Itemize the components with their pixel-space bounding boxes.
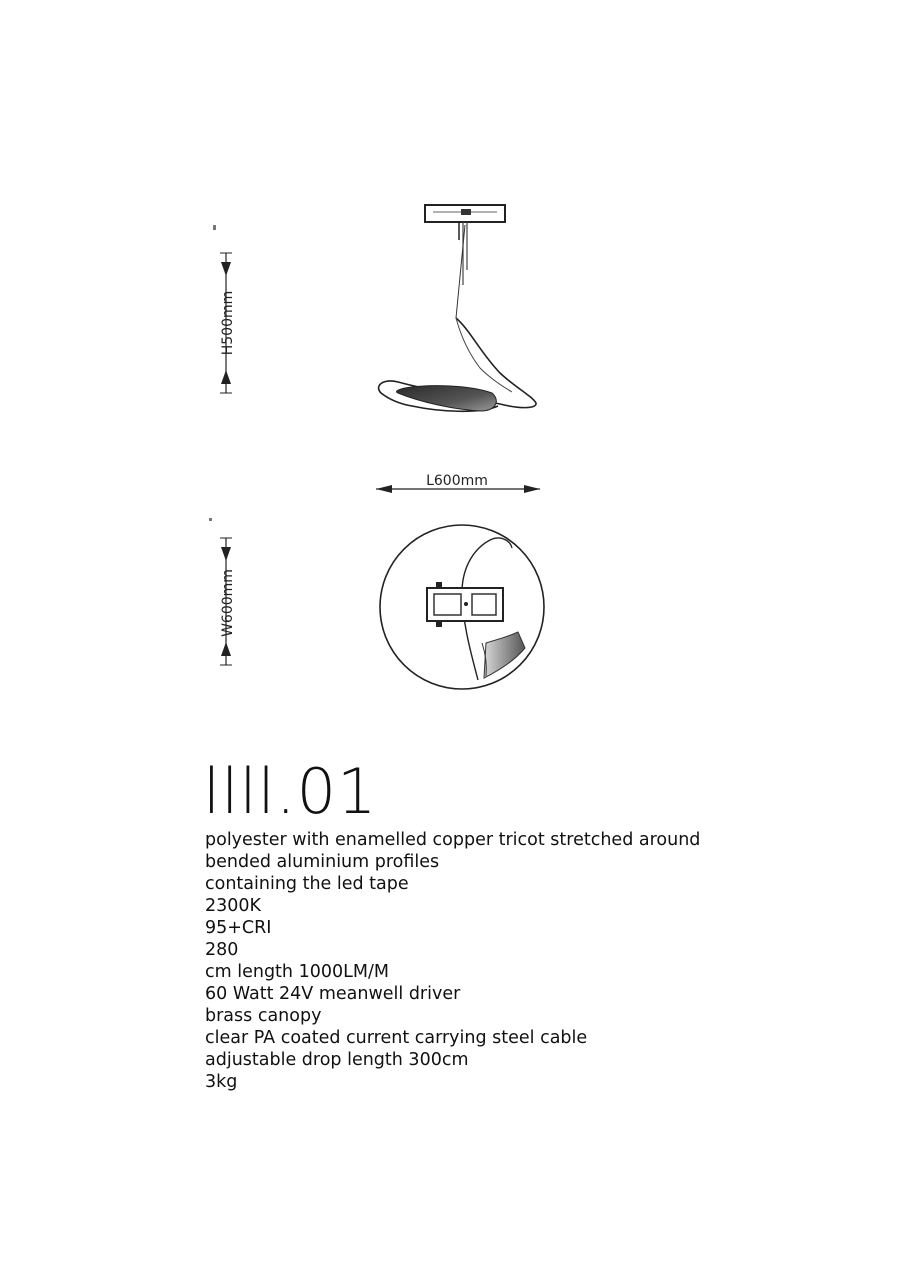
spec-line: bended aluminium profiles <box>205 852 440 872</box>
spec-line: clear PA coated current carrying steel cable <box>205 1028 588 1048</box>
spec-line: brass canopy <box>205 1006 322 1026</box>
spec-list <box>205 829 700 1093</box>
spec-line: containing the led tape <box>205 874 409 894</box>
spec-line: polyester with enamelled copper tricot stretched around <box>205 830 701 850</box>
spec-line: cm length 1000LM/M <box>205 962 389 982</box>
length-label: L600mm <box>426 473 488 489</box>
height-label: H500mm <box>220 290 236 356</box>
lamp-shade-side <box>379 318 536 411</box>
spec-line: 3kg <box>205 1072 238 1092</box>
side-elevation <box>213 205 536 411</box>
width-label: W600mm <box>220 569 236 637</box>
length-dimension <box>376 473 540 493</box>
height-dimension <box>213 225 236 393</box>
spec-line: 280 <box>205 940 239 960</box>
spec-line: 60 Watt 24V meanwell driver <box>205 984 461 1004</box>
canopy-plan <box>427 582 503 627</box>
width-dimension <box>209 518 236 665</box>
plan-view <box>209 518 544 689</box>
spec-line: 95+CRI <box>205 918 272 938</box>
cables <box>456 222 467 318</box>
spec-line: 2300K <box>205 896 262 916</box>
spec-line: adjustable drop length 300cm <box>205 1050 469 1070</box>
product-title: llll.01 <box>203 755 378 828</box>
